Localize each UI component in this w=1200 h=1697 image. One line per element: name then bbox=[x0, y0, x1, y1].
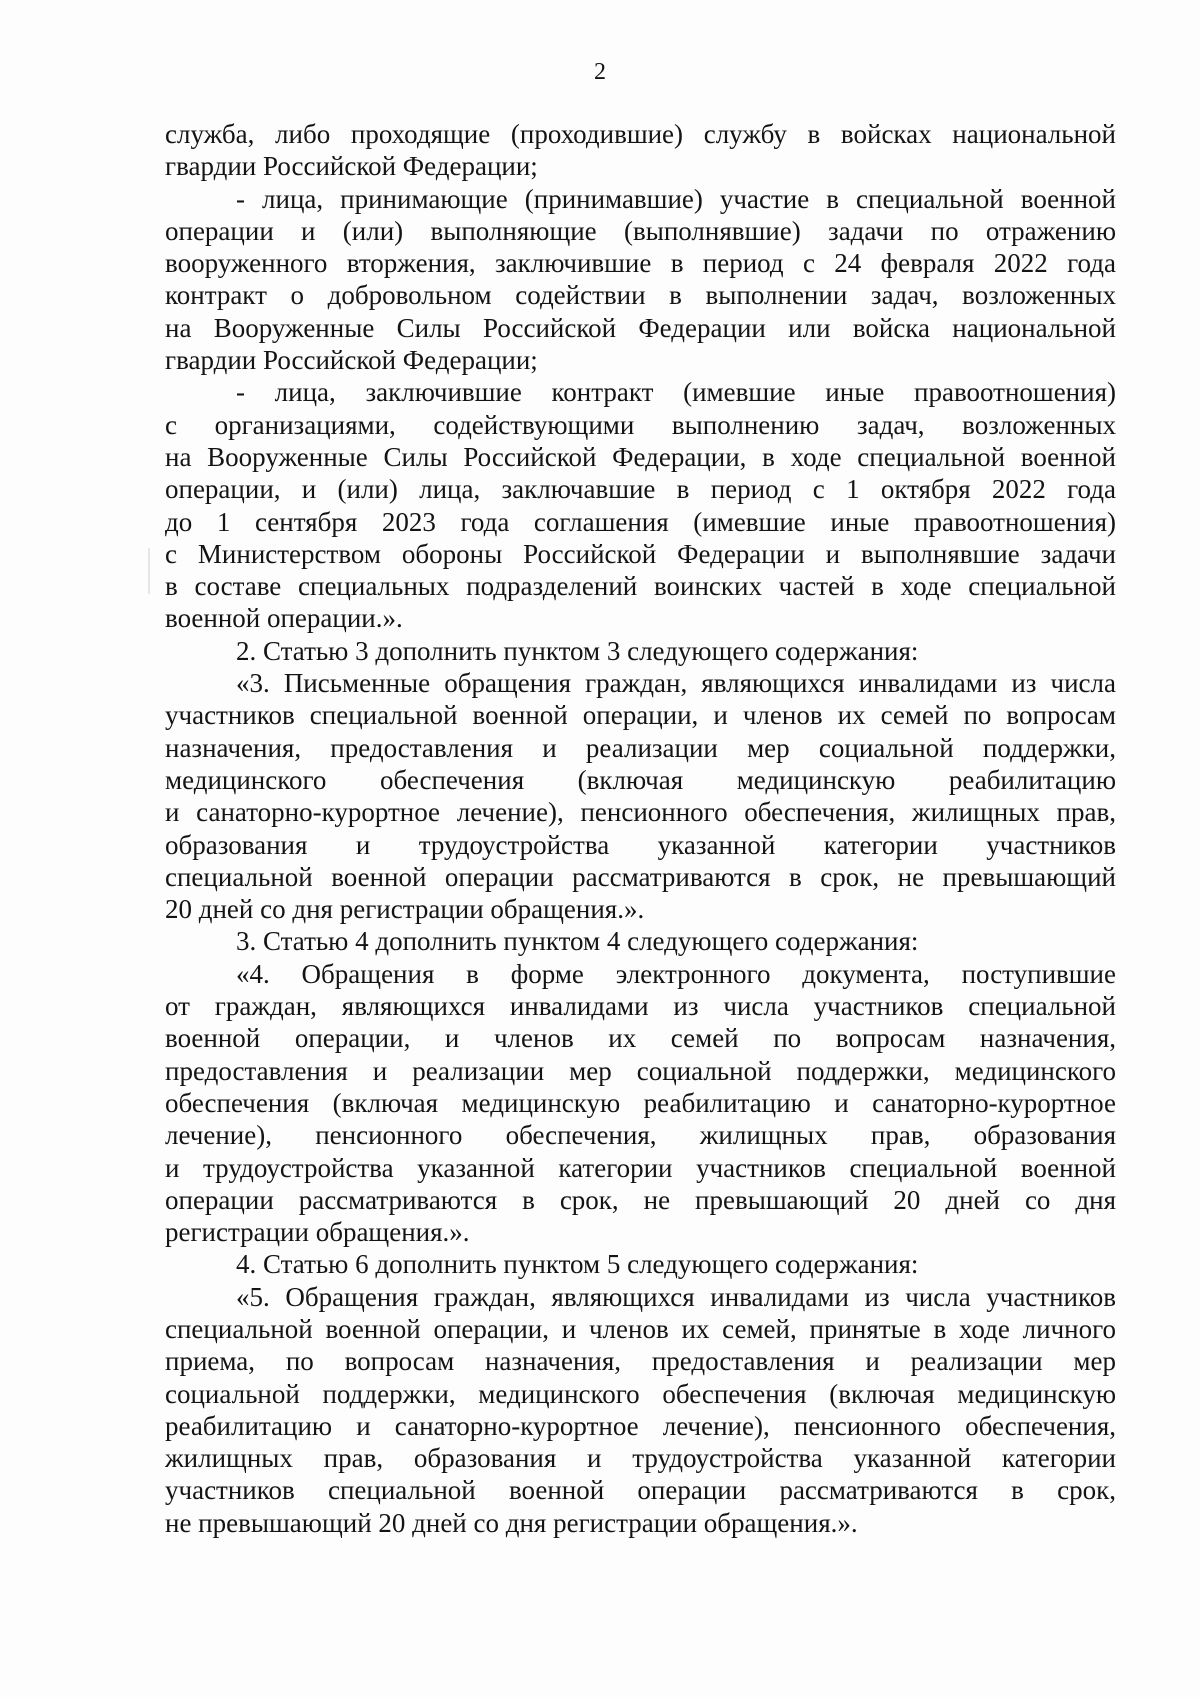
text-line: специальной военной операции, и членов их семей, принятые в ходе личного bbox=[165, 1313, 1116, 1344]
text-line: операции и (или) выполняющие (выполнявшие) задачи по отражению bbox=[165, 215, 1116, 246]
text-line: военной операции, и членов их семей по вопросам назначения, bbox=[165, 1023, 1116, 1054]
text-line: приема, по вопросам назначения, предоставления и реализации мер bbox=[165, 1346, 1116, 1377]
text-line: служба, либо проходящие (проходившие) службу в войсках национальной bbox=[165, 119, 1116, 149]
text-line: не превышающий 20 дней со дня регистрации обращения.». bbox=[165, 1507, 858, 1538]
text-line: и санаторно-курортное лечение), пенсионного обеспечения, жилищных прав, bbox=[165, 797, 1116, 828]
text-line: участников специальной военной операции рассматриваются в срок, bbox=[165, 1475, 1116, 1506]
text-line: лечение), пенсионного обеспечения, жилищных прав, образования bbox=[165, 1120, 1116, 1151]
document-body bbox=[165, 118, 1116, 1539]
text-line: военной операции.». bbox=[165, 603, 403, 634]
text-line: - лица, принимающие (принимавшие) участие в специальной военной bbox=[236, 183, 1116, 214]
text-line: гвардии Российской Федерации; bbox=[165, 151, 538, 182]
text-line: вооруженного вторжения, заключившие в период с 24 февраля 2022 года bbox=[165, 248, 1116, 279]
text-line: «5. Обращения граждан, являющихся инвалидами из числа участников bbox=[236, 1281, 1116, 1312]
text-line: операции рассматриваются в срок, не превышающий 20 дней со дня bbox=[165, 1184, 1116, 1215]
text-line: от граждан, являющихся инвалидами из числа участников специальной bbox=[165, 991, 1116, 1022]
text-line: регистрации обращения.». bbox=[165, 1217, 470, 1248]
text-line: обеспечения (включая медицинскую реабилитацию и санаторно-курортное bbox=[165, 1087, 1116, 1118]
text-line: операции, и (или) лица, заключавшие в период с 1 октября 2022 года bbox=[165, 474, 1116, 505]
text-line: образования и трудоустройства указанной категории участников bbox=[165, 829, 1116, 860]
text-line: с организациями, содействующими выполнению задач, возложенных bbox=[165, 409, 1116, 440]
scan-margin-mark bbox=[148, 548, 150, 594]
text-line: «3. Письменные обращения граждан, являющихся инвалидами из числа bbox=[236, 668, 1116, 699]
text-line: специальной военной операции рассматриваются в срок, не превышающий bbox=[165, 861, 1116, 892]
text-line: на Вооруженные Силы Российской Федерации или войска национальной bbox=[165, 312, 1116, 343]
text-line: 4. Статью 6 дополнить пунктом 5 следующего содержания: bbox=[236, 1249, 919, 1280]
text-line: 3. Статью 4 дополнить пунктом 4 следующего содержания: bbox=[236, 926, 919, 957]
text-line: на Вооруженные Силы Российской Федерации, в ходе специальной военной bbox=[165, 441, 1116, 472]
text-line: назначения, предоставления и реализации мер социальной поддержки, bbox=[165, 732, 1116, 763]
text-line: в составе специальных подразделений воинских частей в ходе специальной bbox=[165, 571, 1116, 602]
text-line: предоставления и реализации мер социальной поддержки, медицинского bbox=[165, 1055, 1116, 1086]
text-line: участников специальной военной операции, и членов их семей по вопросам bbox=[165, 700, 1116, 731]
text-line: реабилитацию и санаторно-курортное лечение), пенсионного обеспечения, bbox=[165, 1410, 1116, 1441]
text-line: и трудоустройства указанной категории участников специальной военной bbox=[165, 1152, 1116, 1183]
text-line: социальной поддержки, медицинского обеспечения (включая медицинскую bbox=[165, 1378, 1116, 1409]
text-line: - лица, заключившие контракт (имевшие иные правоотношения) bbox=[236, 377, 1116, 408]
text-line: жилищных прав, образования и трудоустройства указанной категории bbox=[165, 1443, 1116, 1474]
text-line: до 1 сентября 2023 года соглашения (имевшие иные правоотношения) bbox=[165, 506, 1116, 537]
text-line: контракт о добровольном содействии в выполнении задач, возложенных bbox=[165, 280, 1116, 311]
text-line: «4. Обращения в форме электронного документа, поступившие bbox=[236, 958, 1116, 989]
text-line: с Министерством обороны Российской Федерации и выполнявшие задачи bbox=[165, 538, 1116, 569]
text-line: гвардии Российской Федерации; bbox=[165, 345, 538, 376]
text-line: 20 дней со дня регистрации обращения.». bbox=[165, 894, 645, 925]
text-line: медицинского обеспечения (включая медицинскую реабилитацию bbox=[165, 764, 1116, 795]
page-number: 2 bbox=[594, 59, 606, 85]
text-line: 2. Статью 3 дополнить пунктом 3 следующего содержания: bbox=[236, 635, 919, 666]
